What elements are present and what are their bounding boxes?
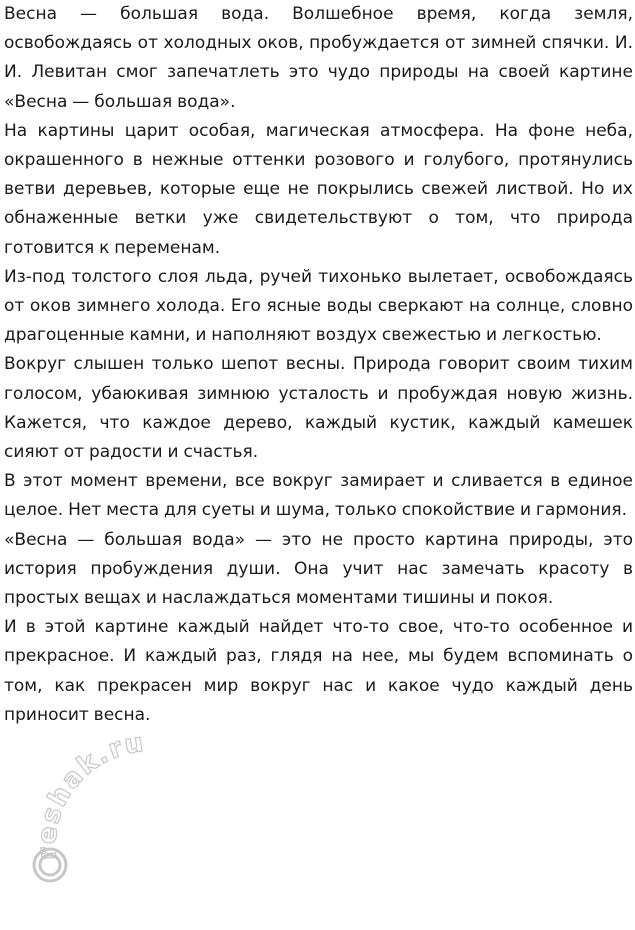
watermark-text: reshak.ru bbox=[32, 727, 148, 862]
watermark-logo bbox=[20, 725, 190, 895]
paragraph-4: Вокруг слышен только шепот весны. Природа говорит своим тихим голосом, убаюкивая зимнюю усталость и пробуждая новую жизнь. Кажется, что каждое дерево, каждый кустик, каждый камешек сияют от радости и счастья. bbox=[4, 354, 633, 463]
paragraph-6: «Весна — большая вода» — это не просто картина природы, это история пробуждения души. Она учит нас замечать красоту в простых вещах и наслаждаться моментами тишины и покоя. bbox=[4, 529, 633, 609]
paragraph-2: На картины царит особая, магическая атмосфера. На фоне неба, окрашенного в нежные оттенки розового и голубого, протянулись ветви деревьев, которые еще не покрылись свежей листвой. Но их обнаженные ветки уже свидетельствуют о том, что природа готовится к переменам. bbox=[4, 120, 633, 258]
paragraph-3: Из-под толстого слоя льда, ручей тихонько вылетает, освобождаясь от оков зимнего холода. Его ясные воды сверкают на солнце, словно драгоценные камни, и наполняют воздух свежестью и легкостью. bbox=[4, 266, 633, 346]
paragraph-7: И в этой картине каждый найдет что-то свое, что-то особенное и прекрасное. И каждый раз, глядя на нее, мы будем вспоминать о том, как прекрасен мир вокруг нас и какое чудо каждый день приносит весна. bbox=[4, 617, 633, 725]
paragraph-1: Весна — большая вода. Волшебное время, когда земля, освобождаясь от холодных оков, пробуждается от зимней спячки. И. И. Левитан смог запечатлеть это чудо природы на своей картине «Весна — большая вода». bbox=[4, 4, 633, 112]
document-body bbox=[4, 0, 633, 730]
paragraph-5: В этот момент времени, все вокруг замирает и сливается в единое целое. Нет места для суеты и шума, только спокойствие и гармония. bbox=[4, 471, 633, 521]
watermark-badge-icon bbox=[34, 849, 66, 881]
